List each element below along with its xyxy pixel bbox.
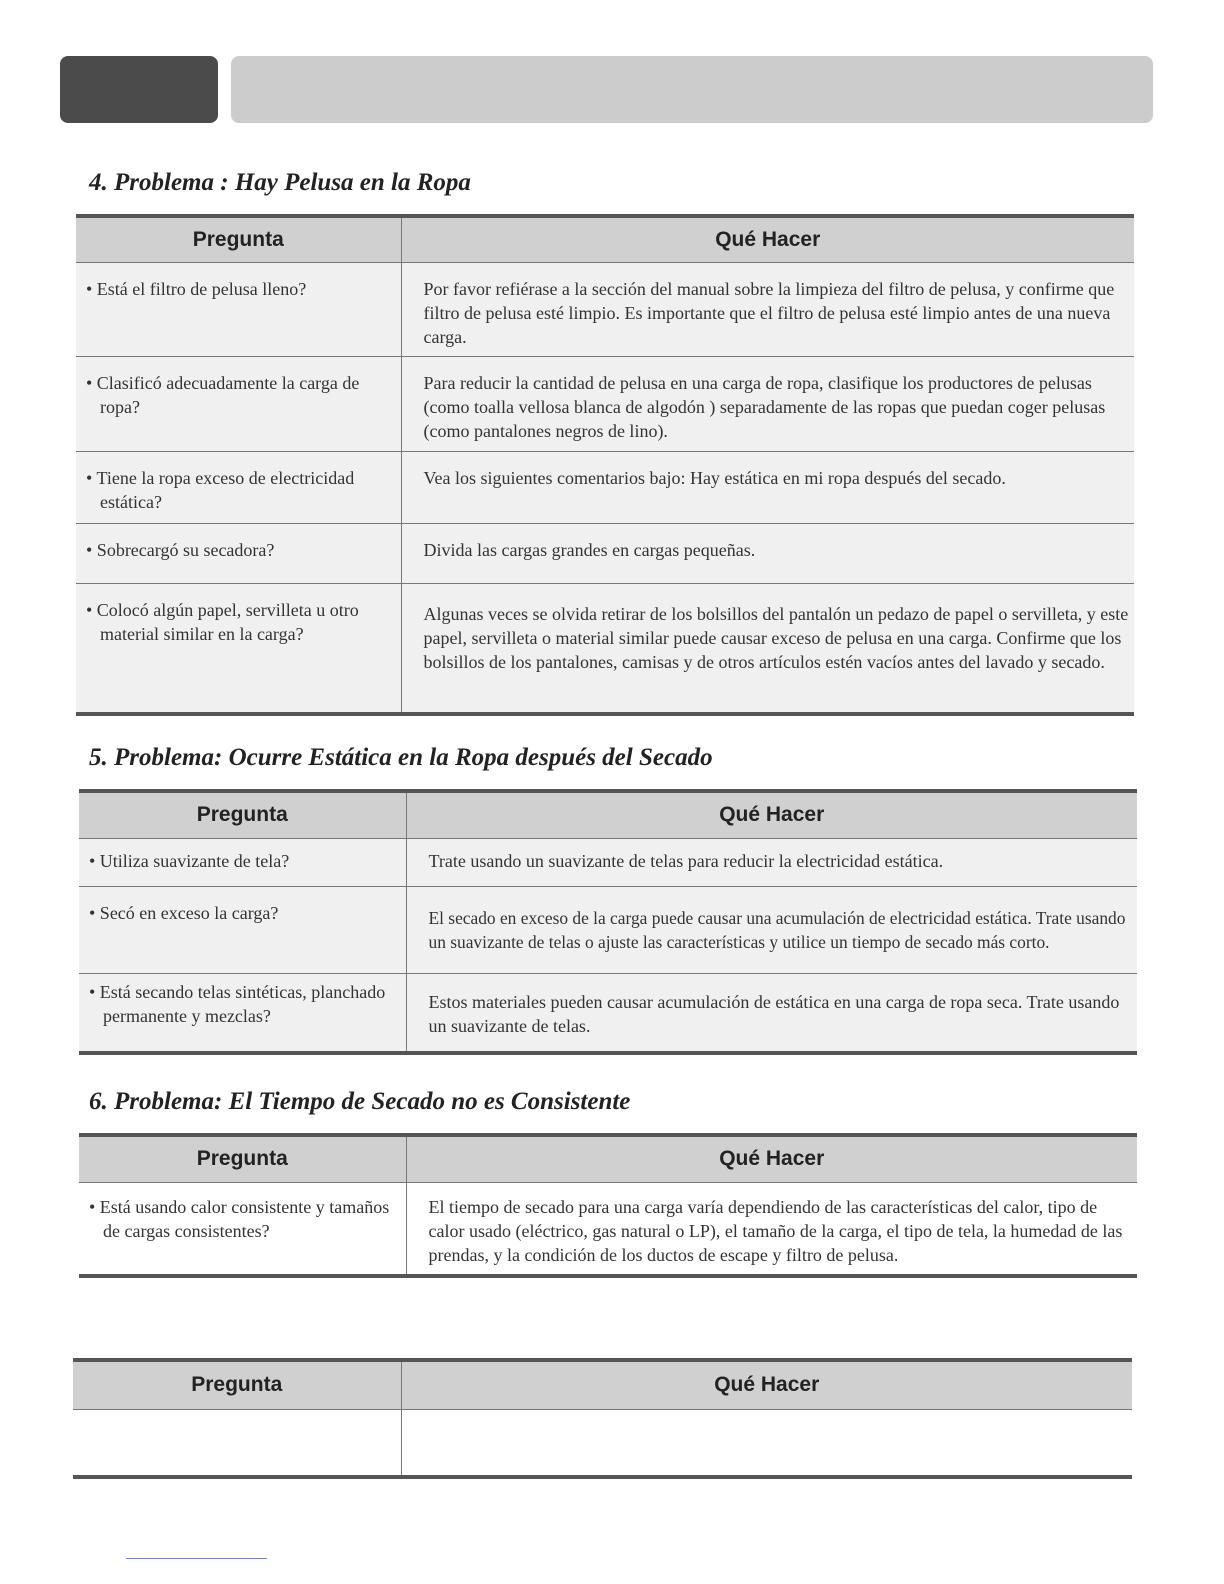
question-cell: • Está usando calor consistente y tamaños de cargas consistentes? bbox=[89, 1196, 390, 1241]
chapter-title-bar bbox=[231, 56, 1153, 123]
table-row bbox=[76, 583, 1134, 714]
column-header-que-hacer: Qué Hacer bbox=[406, 1135, 1137, 1182]
answer-cell: Divida las cargas grandes en cargas pequeñas. bbox=[401, 523, 1134, 583]
column-header-pregunta: Pregunta bbox=[76, 216, 401, 262]
section-4-title: 4. Problema : Hay Pelusa en la Ropa bbox=[89, 169, 471, 196]
table-row bbox=[76, 356, 1134, 451]
table-row bbox=[73, 1409, 1132, 1477]
answer-cell: Algunas veces se olvida retirar de los bolsillos del pantalón un pedazo de papel o servilleta, y este papel, servilleta o material similar puede causar exceso de pelusa en una carga. Confirme que los bolsillos de los pantalones, camisas y de otros artículos estén vacíos antes del lavado y secado. bbox=[401, 583, 1134, 714]
section-5-table bbox=[79, 789, 1137, 1055]
table-row bbox=[76, 523, 1134, 583]
question-cell: • Secó en exceso la carga? bbox=[89, 902, 279, 923]
chapter-tab bbox=[60, 56, 218, 123]
answer-cell: Vea los siguientes comentarios bajo: Hay estática en mi ropa después del secado. bbox=[401, 451, 1134, 523]
table-row bbox=[79, 973, 1137, 1053]
table-row bbox=[79, 1182, 1137, 1276]
table-row bbox=[79, 838, 1137, 886]
column-header-que-hacer: Qué Hacer bbox=[401, 1360, 1132, 1409]
table-row bbox=[79, 886, 1137, 973]
answer-cell: Por favor refiérase a la sección del manual sobre la limpieza del filtro de pelusa, y confirme que filtro de pelusa esté limpio. Es importante que el filtro de pelusa esté limpio antes de una nueva carga. bbox=[401, 262, 1134, 356]
section-5-title: 5. Problema: Ocurre Estática en la Ropa después del Secado bbox=[89, 744, 713, 771]
column-header-que-hacer: Qué Hacer bbox=[401, 216, 1134, 262]
question-cell: • Clasificó adecuadamente la carga de ropa? bbox=[86, 372, 360, 417]
column-header-que-hacer: Qué Hacer bbox=[406, 791, 1137, 838]
column-header-pregunta: Pregunta bbox=[79, 791, 406, 838]
question-cell: • Tiene la ropa exceso de electricidad estática? bbox=[86, 467, 355, 512]
footer-rule bbox=[126, 1558, 267, 1559]
answer-cell: Trate usando un suavizante de telas para reducir la electricidad estática. bbox=[406, 838, 1137, 886]
answer-cell: Para reducir la cantidad de pelusa en una carga de ropa, clasifique los productores de pelusas (como toalla vellosa blanca de algodón ) separadamente de las ropas que puedan coger pelusas (como pantalones negros de lino). bbox=[401, 356, 1134, 451]
question-cell: • Está el filtro de pelusa lleno? bbox=[86, 278, 307, 299]
question-cell: • Utiliza suavizante de tela? bbox=[89, 850, 290, 871]
question-cell: • Sobrecargó su secadora? bbox=[86, 539, 275, 560]
table-row bbox=[76, 451, 1134, 523]
answer-cell: Estos materiales pueden causar acumulación de estática en una carga de ropa seca. Trate usando un suavizante de telas. bbox=[406, 973, 1137, 1053]
column-header-pregunta: Pregunta bbox=[73, 1360, 401, 1409]
question-cell: • Colocó algún papel, servilleta u otro material similar en la carga? bbox=[86, 599, 359, 644]
answer-cell bbox=[401, 1409, 1132, 1477]
column-header-pregunta: Pregunta bbox=[79, 1135, 406, 1182]
section-4-table bbox=[76, 214, 1134, 716]
answer-cell: El tiempo de secado para una carga varía dependiendo de las características del calor, tipo de calor usado (eléctrico, gas natural o LP), el tamaño de la carga, el tipo de tela, la humedad de las prendas, y la condición de los ductos de escape y filtro de pelusa. bbox=[406, 1182, 1137, 1276]
section-6-title: 6. Problema: El Tiempo de Secado no es Consistente bbox=[89, 1088, 631, 1115]
table-row bbox=[76, 262, 1134, 356]
question-cell: • Está secando telas sintéticas, planchado permanente y mezclas? bbox=[89, 981, 386, 1026]
answer-cell: El secado en exceso de la carga puede causar una acumulación de electricidad estática. Trate usando un suavizante de telas o ajuste las características y utilice un tiempo de secado más corto. bbox=[406, 886, 1137, 973]
section-6-table bbox=[79, 1133, 1137, 1278]
empty-table bbox=[73, 1358, 1132, 1479]
